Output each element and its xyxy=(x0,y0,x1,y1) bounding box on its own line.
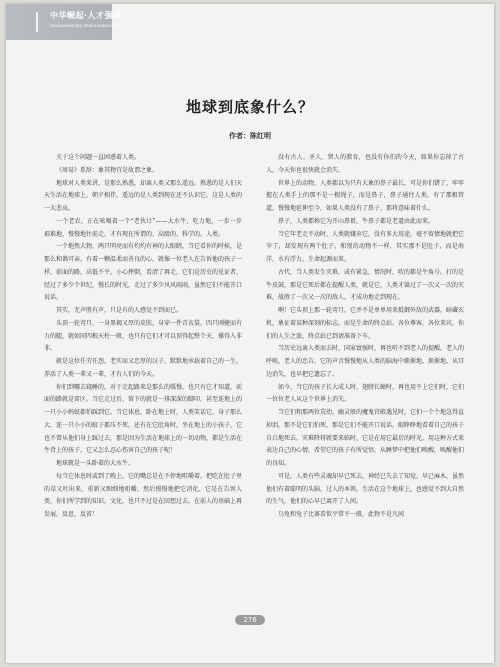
paragraph: 乌龟和兔子比赛看似平常不一般，此物不是凡间 xyxy=(278,511,405,518)
article-right-column xyxy=(266,152,464,522)
article-title: 地球到底象什么？ xyxy=(185,98,314,116)
paragraph: 啊！它头顶上那一轮弯月，它并不是单单用来抵御外敌的武器，暗藏玄机，象征着某种深刻的标志，而是生命的终点站。各位尊客，各位来宾，你们的人生之旅，终点站已到请准备下车。 xyxy=(266,307,465,340)
column-header-band xyxy=(6,4,122,40)
column-logo-mark xyxy=(36,12,46,32)
magazine-page xyxy=(6,4,494,663)
paragraph: 古代，当人类发生灾难，或有紧急，情况时，吹的都是牛角号。打的是牛皮鼓，那是它死后都在提醒人类，就是它，人类才躲过了一次又一次的灾难，战胜了一次又一次的敌人，才成功地走到现在。 xyxy=(266,268,465,302)
paragraph: 如今，当它的孩子长大成人时，翅膀长硬时，再也用不上它们时，它们一位位老人从这个世界上消失。 xyxy=(266,383,465,404)
paragraph: 当它年老走不动时，人类就嫌弃它，没有多大用途，毫不留情地就把它宰了，却发现有两个肚子，和别的动物不一样，其实那不是肚子，而是海洋，水有浮力，生命起源而来。 xyxy=(266,230,465,263)
article-author: 作者：陈红明 xyxy=(229,132,271,140)
paragraph: 鼻子，人类都称它为开山鼻祖，牛鼻子都是老道由此而来。 xyxy=(278,217,435,225)
paragraph: 头顶一轮弯月，一身黑褐又厚的皮肤，身穿一件青衣裳，四只刚健而有力的腿，就如同四根天柱一般，也只有它们才可以顶得起整个天，撑得入非非。 xyxy=(44,319,243,353)
paragraph: 没有古人、圣人、贤人的教育，也没有你们的今天，如果你忘掉了古人，今天你也很快就会消失。 xyxy=(266,154,464,174)
paragraph: 《周易》系辞：象其物宜是故谓之象。 xyxy=(56,166,159,174)
column-name-pinyin: ZHONGHUAJUEQI RENCAIQIANGGUO xyxy=(50,24,119,28)
paragraph: 地球就是一头卧着的大水牛。 xyxy=(56,460,135,467)
paragraph: 当历史远离人类而去时，国家富强时，再也听不到老人的提醒，老人的呼唤，老人的忠告，它的声音慢慢地从人类的脑海中渐渐地，渐渐地，从耳边消失，也早把它遗忘了。 xyxy=(266,345,465,378)
paragraph: 就是这位任劳任怨，老实而又忠厚的汉子，默默地承载着自己的一生，养活了人类一辈又一辈，才有人们的今天。 xyxy=(44,358,243,378)
article-left-column xyxy=(44,152,242,522)
paragraph: 可是，人类有些灵魂却早已死去，神经已失去了知觉，早已麻木，虽然他们有着聪明的头脑，过人的本领，生活在这个地球上，也感觉不到大自然的生气，他们的心早已离开了人间。 xyxy=(266,472,465,506)
paragraph: 世界上的动物，人类都以为只有大象的鼻子最长，可是你们错了，牢牢握在人类手上的那不是一根绳子，而是鼻子，鼻子通往人类，有了那根管道，慢慢地延伸至今，如果人类没有了鼻子，那将意味着什么。 xyxy=(266,179,465,212)
paragraph: 关于这个问题一直困惑着人类。 xyxy=(56,154,141,161)
paragraph: 其实，无声胜有声，只是有的人感觉不到而已。 xyxy=(56,307,183,314)
paragraph: 你们到哪去寝睡的，对于走起路来是那么的缓慢，也只有它才知道，前面的路就是雷区。当它走过后，留下的就是一排深深的脚印，甚至连地上的一只小小蚂蚁都怕踩到它。当它体息，卧在地上时，人类笑话它，身子那么大，连一只小小的蚊子都压不死，还有在它肚角时，坐在地上的小孩子，它也不曾从他们身上踩过去，那是因为生活在地球上的一切动物，都是生活在牛背上的孩子，它又怎么忍心伤害自己的孩子呢！ xyxy=(44,383,243,455)
column-name: 中华崛起·人才强国 xyxy=(50,11,122,20)
paragraph: 地球对人类来讲，是那么熟悉，却离人类又那么遥远。熟悉的是人们天天生活在地球上，朝夕相伴，遥远的是人类到现在还不认识它，这是人类的一大悲哀。 xyxy=(44,179,243,212)
page-number-badge xyxy=(6,615,494,625)
page-number: 276 xyxy=(235,615,264,625)
paragraph: 每当它休息时或到了晚上，它的嘴总是在不停地咀嚼着，把吃在肚子里的草又吐出来，重新又细细地咀嚼，然后慢慢地把它消化，它是在告诉人类，你们所学到的知识，文化，也只不过是在回想过去，在前人的基础上再发展，反思，反省！ xyxy=(44,472,243,518)
paragraph: 一个地然大物，两只明亮而有灼灼有神的大眼睛，当它看你的时候，是那么和蔼可亲，有着一颗温柔而善良的心，就像一位老人在告诉他的孩子一样，前面的路，高低不平，小心摔倒，看清了再走，它们是历史的见证者，经过了多少个世纪，慢长的时光，走过了多少风风雨雨，虽然它们不能开口说话。 xyxy=(44,243,243,302)
paragraph: 当它们和那两位荒幼，幽灵般的魔鬼官殿遇见时，它们一个个地急得直掉泪，那不是它们怕死，那是它们不能开口说话，眼睁睁地看着自己的孩子自白地死去，灾难降将就要来临时，它是在用它最后的时光，用这种方式来表达自己的心情，希望它的孩子有所觉悟，从睡梦中把他们唤醒，唤醒他们的良知。 xyxy=(266,409,465,467)
paragraph: 一个老农，正在吆喝着一个“老伙计”——大水牛，吃力地，一步一步艰难地，慢慢地往前走，才有现在所谓的、高级的、科学的，人类。 xyxy=(44,217,242,238)
